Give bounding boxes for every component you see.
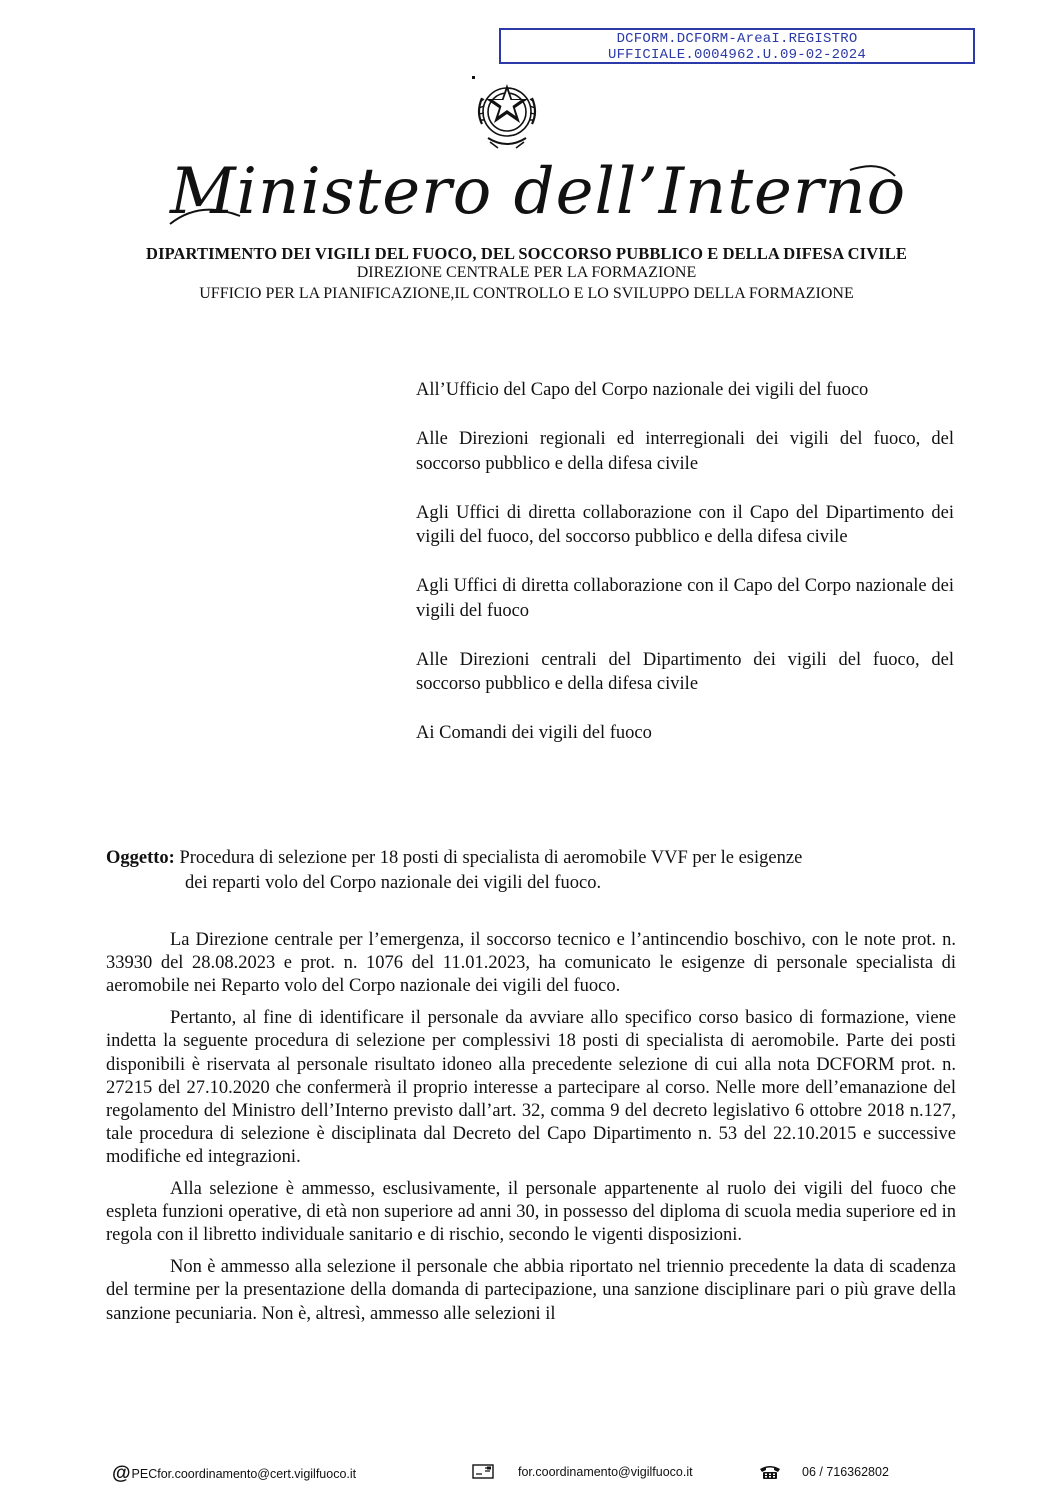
body-paragraph: Pertanto, al fine di identificare il personale da avviare allo specifico corso basico di formazione, viene indetta la seguente procedura di selezione per complessivi 18 posti di specialista di aeromobile. Parte dei posti disponibili è riservata al personale risultato idoneo alla precedente selezione di cui alla nota DCFORM prot. n. 27215 del 27.10.2020 che confermerà il proprio interesse a partecipare al corso. Nelle more dell’emanazione del regolamento del Ministro dell’Interno previsto dall’art. 32, comma 9 del decreto legislativo 6 ottobre 2018 n.127, tale procedura di selezione è disciplinata dal Decreto del Capo Dipartimento n. 53 del 22.10.2015 e successive modifiche ed integrazioni. xyxy=(106,1008,956,1168)
ministry-title: Ministero dell’Interno xyxy=(170,155,907,229)
department-name: DIPARTIMENTO DEI VIGILI DEL FUOCO, DEL SOCCORSO PUBBLICO E DELLA DIFESA CIVILE xyxy=(146,244,907,263)
subject-text: Procedura di selezione per 18 posti di specialista di aeromobile VVF per le esigenze xyxy=(174,848,803,868)
contact-footer xyxy=(0,1464,1053,1486)
recipient-item: Alle Direzioni regionali ed interregionali dei vigili del fuoco, del soccorso pubblico e della difesa civile xyxy=(416,429,954,474)
recipient-item: Agli Uffici di diretta collaborazione con il Capo del Dipartimento dei vigili del fuoco, del soccorso pubblico e della difesa civile xyxy=(416,502,954,547)
body-paragraph: Non è ammesso alla selezione il personale che abbia riportato nel triennio precedente la data di scadenza del termine per la presentazione della domanda di partecipazione, una sanzione disciplinare pari o più grave della sanzione pecuniaria. Non è, altresì, ammesso alle selezioni il xyxy=(106,1257,956,1324)
pec-address[interactable]: PECfor.coordinamento@cert.vigilfuoco.it xyxy=(131,1467,357,1481)
body-paragraph: Alla selezione è ammesso, esclusivamente, il personale appartenente al ruolo dei vigili del fuoco che espleta funzioni operative, di età non superiore ad anni 30, in possesso del diploma di scuola media superiore ed in regola con il libretto individuale sanitario e di rischio, secondo le vigenti disposizioni. xyxy=(106,1179,956,1246)
recipients-list xyxy=(416,378,954,770)
footer-email xyxy=(472,1464,693,1479)
email-address[interactable]: for.coordinamento@vigilfuoco.it xyxy=(518,1464,693,1479)
phone-number[interactable]: 06 / 716362802 xyxy=(802,1465,889,1479)
recipient-item: Agli Uffici di diretta collaborazione con il Capo del Corpo nazionale dei vigili del fuoco xyxy=(416,576,954,621)
envelope-icon xyxy=(472,1464,494,1479)
subject-label: Oggetto: xyxy=(106,848,175,868)
recipient-item: Ai Comandi dei vigili del fuoco xyxy=(416,723,652,743)
subject-block xyxy=(106,846,926,895)
direction-name: DIREZIONE CENTRALE PER LA FORMAZIONE xyxy=(356,264,697,281)
protocol-stamp xyxy=(499,28,975,64)
footer-pec xyxy=(112,1464,356,1484)
protocol-line-2: UFFICIALE.0004962.U.09-02-2024 xyxy=(607,47,867,63)
body-paragraph: La Direzione centrale per l’emergenza, il soccorso tecnico e l’antincendio boschivo, con le note prot. n. 33930 del 28.08.2023 e prot. n. 1076 del 11.01.2023, ha comunicato le esigenze di personale specialista di aeromobile nei Reparto volo del Corpo nazionale dei vigili del fuoco. xyxy=(106,930,956,997)
telephone-icon xyxy=(758,1464,782,1480)
recipient-item: All’Ufficio del Capo del Corpo nazionale dei vigili del fuoco xyxy=(416,380,869,400)
footer-phone xyxy=(758,1464,889,1480)
letter-body xyxy=(106,929,956,1334)
subject-line-2: dei reparti volo del Corpo nazionale dei vigili del fuoco. xyxy=(185,872,602,893)
recipient-item: Alle Direzioni centrali del Dipartimento dei vigili del fuoco, del soccorso pubblico e della difesa civile xyxy=(416,649,954,694)
subject-line-1 xyxy=(106,846,926,871)
office-name: UFFICIO PER LA PIANIFICAZIONE,IL CONTROLLO E LO SVILUPPO DELLA FORMAZIONE xyxy=(199,285,854,302)
at-sign-icon: @ xyxy=(112,1463,131,1484)
protocol-line-1: DCFORM.DCFORM-AreaI.REGISTRO xyxy=(616,31,858,47)
